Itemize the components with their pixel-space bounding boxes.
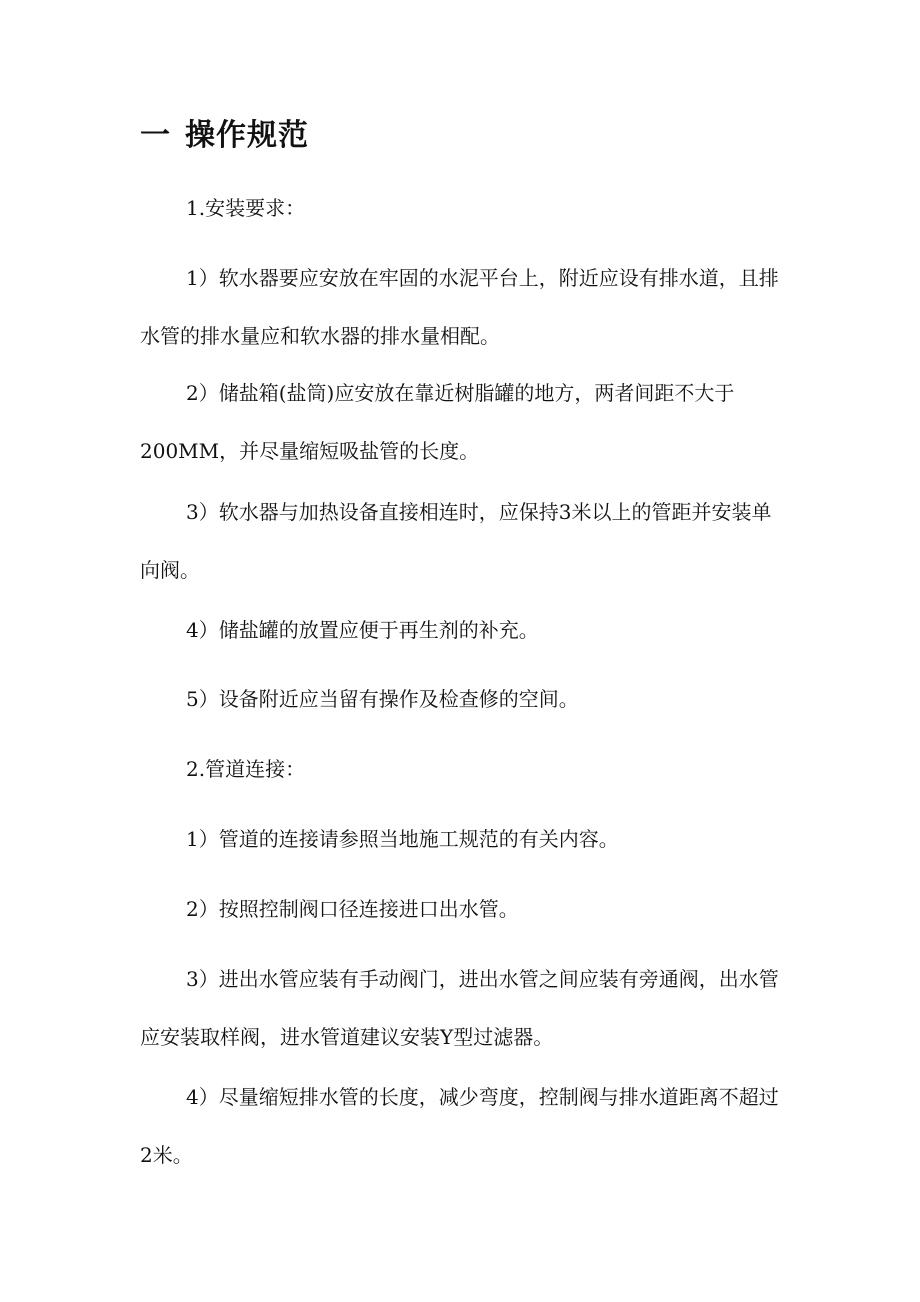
install-heading: 1.安装要求：: [186, 196, 306, 220]
install-item-5: 5）设备附近应当留有操作及检查修的空间。: [186, 687, 579, 711]
install-item-4: 4）储盐罐的放置应便于再生剂的补充。: [186, 618, 539, 642]
section-number: 一: [140, 118, 171, 153]
install-item-2: 2）储盐箱(盐筒)应安放在靠近树脂罐的地方，两者间距不大于200MM，并尽量缩短吸盐管的长度。: [140, 381, 735, 463]
section-heading: [140, 112, 309, 160]
piping-item-2: 2）按照控制阀口径连接进口出水管。: [186, 897, 519, 921]
piping-heading: 2.管道连接：: [186, 757, 306, 781]
piping-item-1: 1）管道的连接请参照当地施工规范的有关内容。: [186, 827, 619, 851]
section-title: 操作规范: [185, 118, 309, 153]
install-item-3: 3）软水器与加热设备直接相连时，应保持3米以上的管距并安装单向阀。: [140, 500, 772, 582]
install-item-1: 1）软水器要应安放在牢固的水泥平台上，附近应设有排水道，且排水管的排水量应和软水器的排水量相配。: [140, 266, 779, 348]
piping-item-3: 3）进出水管应装有手动阀门，进出水管之间应装有旁通阀，出水管应安装取样阀，进水管道建议安装Y型过滤器。: [140, 967, 779, 1049]
piping-item-4: 4）尽量缩短排水管的长度，减少弯度，控制阀与排水道距离不超过2米。: [140, 1085, 779, 1167]
